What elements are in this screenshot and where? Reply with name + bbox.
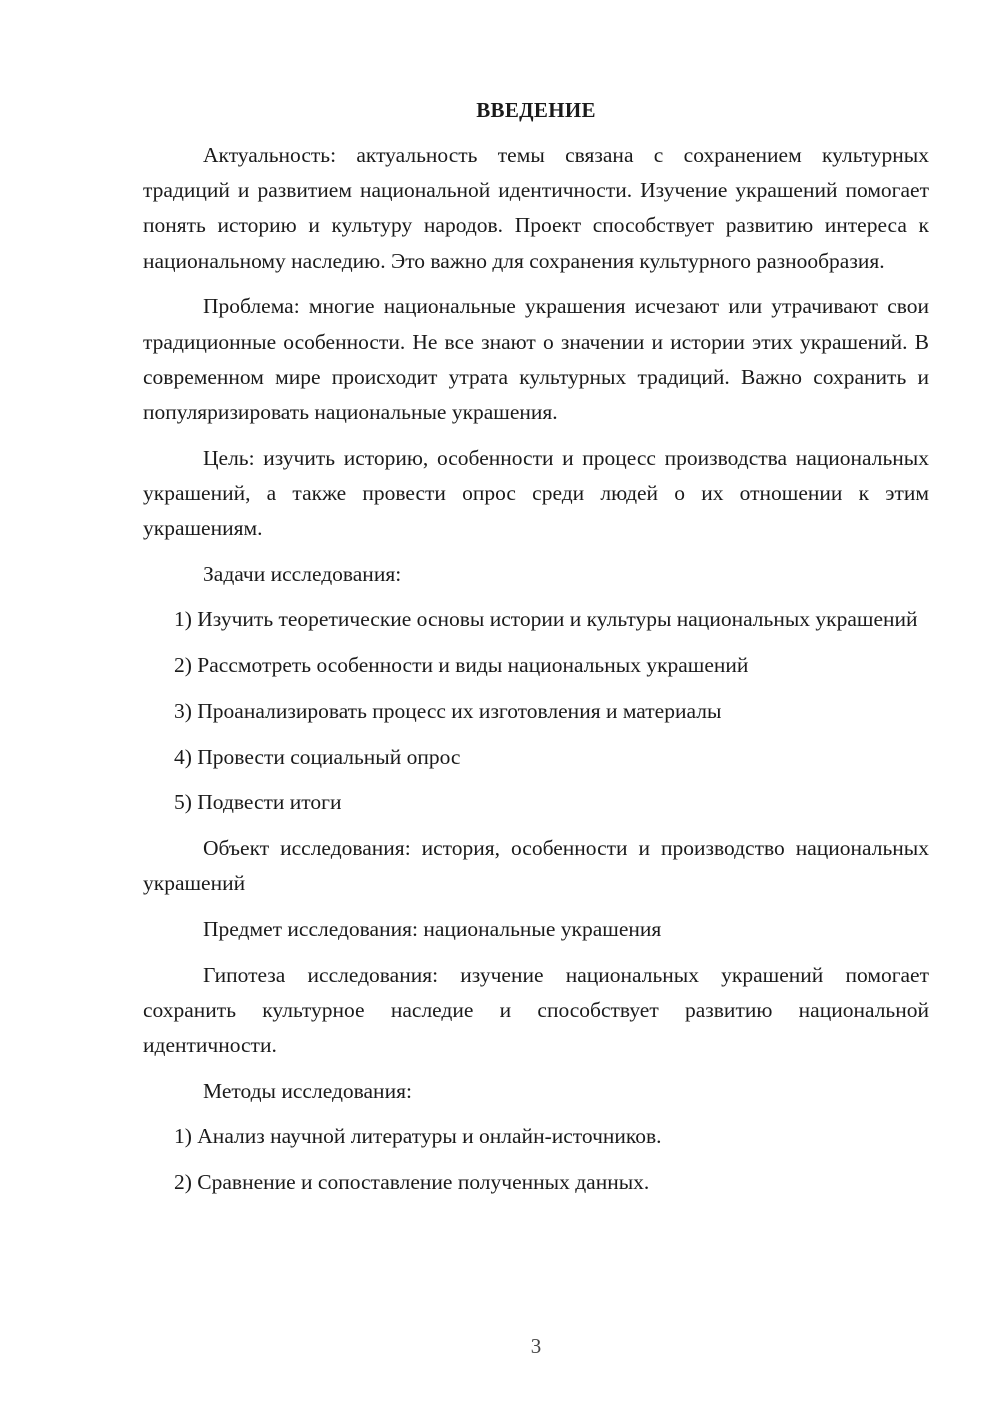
task-item-4: 4) Провести социальный опрос [174, 744, 461, 769]
task-item-2: 2) Рассмотреть особенности и виды национальных украшений [174, 653, 749, 678]
page-heading: ВВЕДЕНИЕ [476, 98, 596, 122]
problem-paragraph: Проблема: многие национальные украшения исчезают или утрачивают свои традиционные особенности. Не все знают о значении и истории этих украшений. В современном мире происходит утрата культурных традиций. Важно сохранить и популяризировать национальные украшения. [143, 294, 929, 424]
object-paragraph: Объект исследования: история, особенности и производство национальных украшений [143, 835, 929, 896]
methods-title: Методы исследования: [203, 1078, 412, 1103]
tasks-title: Задачи исследования: [203, 561, 402, 586]
relevance-paragraph: Актуальность: актуальность темы связана с сохранением культурных традиций и развитием национальной идентичности. Изучение украшений помогает понять историю и культуру народов. Проект способствует развитию интереса к национальному наследию. Это важно для сохранения культурного разнообразия. [143, 143, 929, 273]
subject-paragraph: Предмет исследования: национальные украшения [203, 916, 662, 941]
task-item-5: 5) Подвести итоги [174, 790, 342, 815]
task-item-3: 3) Проанализировать процесс их изготовления и материалы [174, 698, 722, 723]
method-item-2: 2) Сравнение и сопоставление полученных данных. [174, 1170, 650, 1195]
goal-paragraph: Цель: изучить историю, особенности и процесс производства национальных украшений, а также провести опрос среди людей о их отношении к этим украшениям. [143, 445, 929, 541]
page-number: 3 [530, 1334, 542, 1358]
hypothesis-paragraph: Гипотеза исследования: изучение национальных украшений помогает сохранить культурное наследие и способствует развитию национальной идентичности. [143, 962, 929, 1057]
document-page [143, 92, 929, 1211]
method-item-1: 1) Анализ научной литературы и онлайн-источников. [174, 1124, 662, 1149]
task-item-1: 1) Изучить теоретические основы истории и культуры национальных украшений [174, 607, 918, 632]
